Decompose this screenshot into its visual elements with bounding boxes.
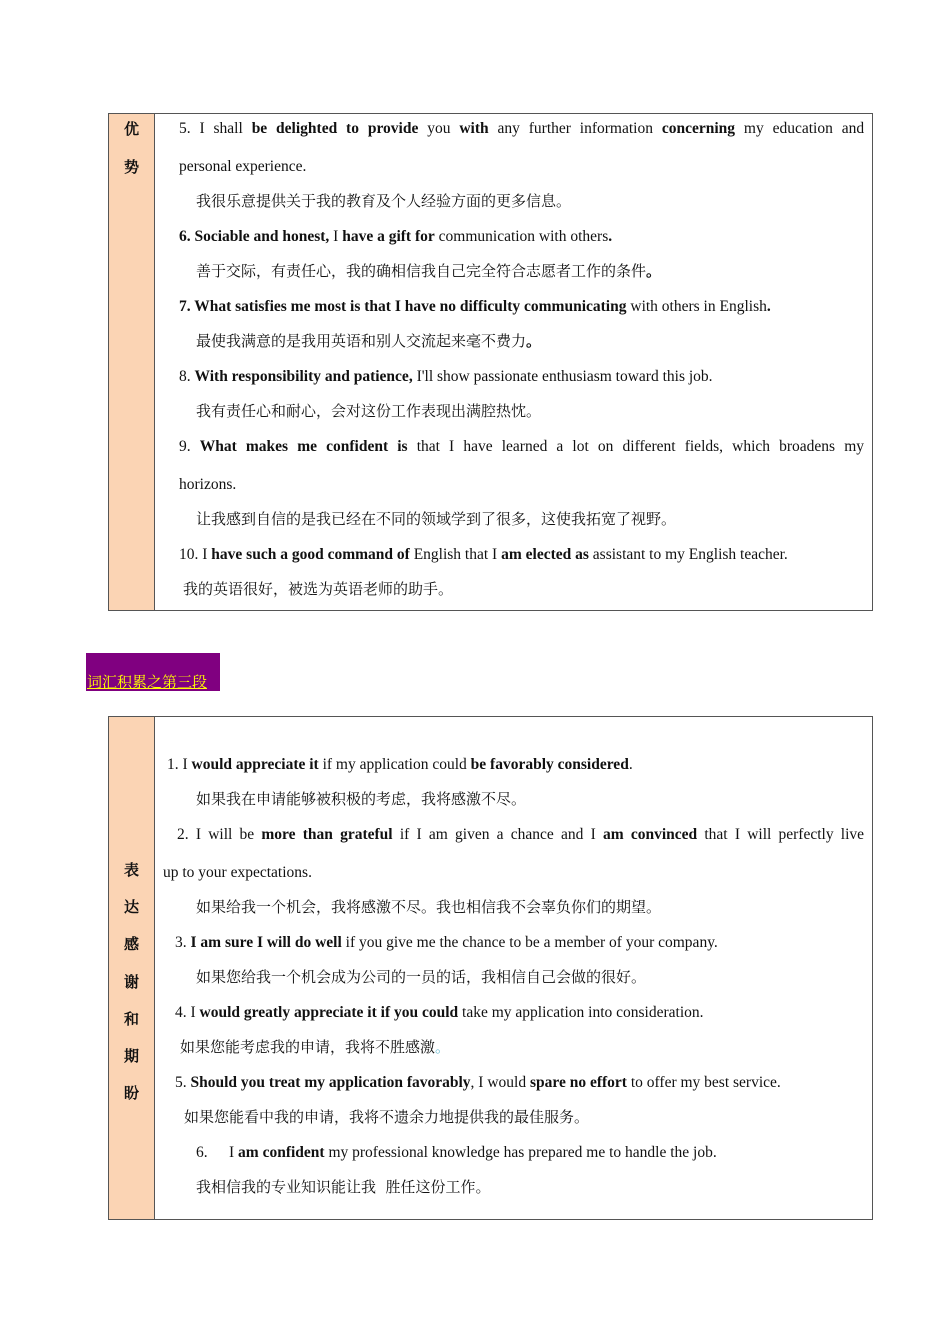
- item-5-line-1: 5. I shall be delighted to provide you with any further information concerning my education and: [179, 120, 865, 137]
- phrase-5: 5. Should you treat my application favorably, I would spare no effort to offer my best service.: [175, 1074, 781, 1091]
- label-char: 盼: [123, 1084, 139, 1102]
- phrase-1-translation: 如果我在申请能够被积极的考虑，我将感激不尽。: [196, 790, 527, 808]
- gratitude-table: [108, 716, 873, 1220]
- advantages-label: [109, 114, 155, 610]
- phrase-6: 6. I am confident my professional knowledge has prepared me to handle the job.: [196, 1144, 717, 1161]
- section-heading: 词汇积累之第三段: [86, 653, 220, 691]
- phrase-3-translation: 如果您给我一个机会成为公司的一员的话，我相信自己会做的很好。: [196, 968, 647, 986]
- item-8: 8. With responsibility and patience, I'll show passionate enthusiasm toward this job.: [179, 368, 713, 385]
- phrase-1: 1. I would appreciate it if my application could be favorably considered.: [167, 756, 633, 773]
- label-char: 期: [123, 1047, 139, 1065]
- gratitude-label: [109, 717, 155, 1219]
- phrase-2-line-1: 2. I will be more than grateful if I am given a chance and I am convinced that I will perfectly live: [177, 826, 865, 843]
- phrase-2-line-2: up to your expectations.: [163, 864, 312, 881]
- item-9-line-2: horizons.: [179, 476, 237, 493]
- phrase-3: 3. I am sure I will do well if you give me the chance to be a member of your company.: [175, 934, 718, 951]
- label-char: 优: [123, 120, 139, 138]
- phrase-2-translation: 如果给我一个机会，我将感激不尽。我也相信我不会辜负你们的期望。: [196, 898, 662, 916]
- item-9-line-1: 9. What makes me confident is that I have learned a lot on different fields, which broadens my: [179, 438, 865, 455]
- item-5-line-2: personal experience.: [179, 158, 307, 175]
- item-6-translation: 善于交际，有责任心，我的确相信我自己完全符合志愿者工作的条件。: [196, 262, 662, 280]
- label-char: 势: [123, 158, 139, 176]
- item-8-translation: 我有责任心和耐心，会对这份工作表现出满腔热忱。: [196, 402, 542, 420]
- item-6: 6. Sociable and honest, I have a gift for communication with others.: [179, 228, 613, 245]
- label-char: 和: [123, 1010, 139, 1028]
- item-9-translation: 让我感到自信的是我已经在不同的领域学到了很多，这使我拓宽了视野。: [196, 510, 677, 528]
- phrase-4-translation: 如果您能考虑我的申请，我将不胜感激。: [180, 1038, 451, 1056]
- advantages-table: [108, 113, 873, 611]
- item-7: 7. What satisfies me most is that I have no difficulty communicating with others in English.: [179, 298, 771, 315]
- item-10-translation: 我的英语很好，被选为英语老师的助手。: [183, 580, 454, 598]
- label-char: 谢: [123, 973, 139, 991]
- item-10: 10. I have such a good command of English that I am elected as assistant to my English teacher.: [179, 546, 788, 563]
- phrase-4: 4. I would greatly appreciate it if you could take my application into consideration.: [175, 1004, 704, 1021]
- label-char: 达: [123, 898, 139, 916]
- advantages-content: [155, 114, 872, 610]
- label-char: 表: [123, 861, 139, 879]
- item-7-translation: 最使我满意的是我用英语和别人交流起来毫不费力。: [196, 332, 542, 350]
- label-char: 感: [123, 935, 139, 953]
- gratitude-content: [155, 717, 872, 1219]
- phrase-6-translation: 我相信我的专业知识能让我 胜任这份工作。: [196, 1178, 491, 1196]
- item-5-translation: 我很乐意提供关于我的教育及个人经验方面的更多信息。: [196, 192, 572, 210]
- phrase-5-translation: 如果您能看中我的申请，我将不遗余力地提供我的最佳服务。: [184, 1108, 590, 1126]
